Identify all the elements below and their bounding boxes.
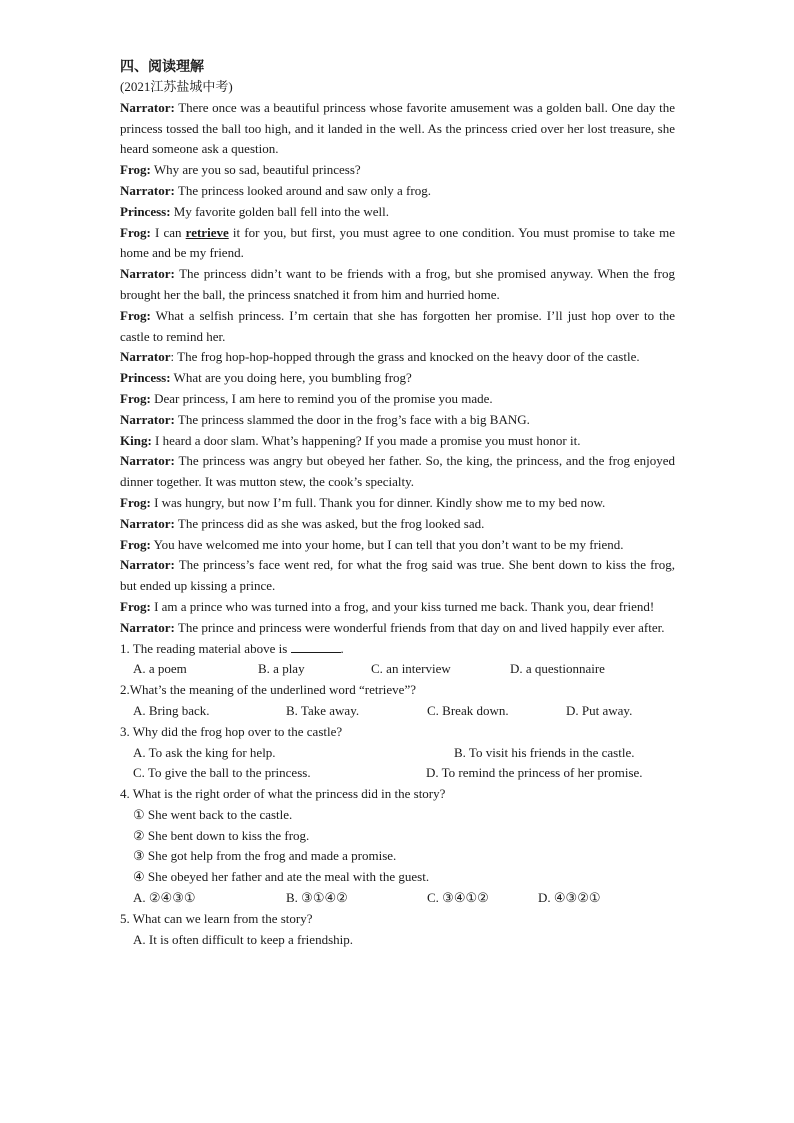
speaker-label: Narrator: <box>120 411 175 427</box>
line-text: I am a prince who was turned into a frog, and your kiss turned me back. Thank you, dear friend! <box>150 598 655 614</box>
option-c: C. an interview <box>371 661 451 677</box>
speaker-label: Frog: <box>120 390 151 406</box>
question-4-options <box>120 888 675 909</box>
dialogue-line <box>120 535 675 556</box>
speaker-label: Frog: <box>120 307 151 323</box>
dialogue-line <box>120 514 675 535</box>
dialogue-line <box>120 264 675 306</box>
event-item: ① She went back to the castle. <box>133 806 293 822</box>
question-1-stem <box>120 639 675 660</box>
line-text: The princess did as she was asked, but the frog looked sad. <box>174 515 485 531</box>
line-text: What a selfish princess. I’m certain that she has forgotten her promise. I’ll just hop over to the castle to remind her. <box>120 307 675 344</box>
line-text: : The frog hop-hop-hopped through the grass and knocked on the heavy door of the castle. <box>170 349 640 365</box>
line-text: You have welcomed me into your home, but I can tell that you don’t want to be my friend. <box>150 536 624 552</box>
option-a: A. ②④③① <box>133 890 196 906</box>
section-heading: 四、阅读理解 <box>120 59 204 75</box>
option-c: C. To give the ball to the princess. <box>133 765 311 781</box>
question-text-end: . <box>340 640 344 656</box>
dialogue-line <box>120 160 675 181</box>
question-3-options-row1 <box>120 743 675 764</box>
speaker-label: Narrator: <box>120 182 175 198</box>
questions <box>120 639 675 951</box>
speaker-label: King: <box>120 432 152 448</box>
option-d: D. Put away. <box>566 702 633 718</box>
question-5-stem: 5. What can we learn from the story? <box>120 910 313 926</box>
dialogue-line <box>120 347 675 368</box>
dialogue-line <box>120 597 675 618</box>
speaker-label: Princess: <box>120 203 171 219</box>
event-item: ② She bent down to kiss the frog. <box>133 827 310 843</box>
dialogue <box>120 98 675 639</box>
speaker-label: Narrator <box>120 349 171 365</box>
dialogue-line <box>120 181 675 202</box>
speaker-label: Princess: <box>120 370 171 386</box>
option-b: B. To visit his friends in the castle. <box>454 744 635 760</box>
option-b: B. a play <box>258 661 305 677</box>
line-text: I was hungry, but now I’m full. Thank you for dinner. Kindly show me to my bed now. <box>150 494 606 510</box>
line-text: it for you, but first, you must agree to one condition. You must promise to take me home and be my friend. <box>120 224 675 261</box>
dialogue-line <box>120 493 675 514</box>
option-d: D. ④③②① <box>538 890 601 906</box>
answer-blank <box>291 640 341 653</box>
question-4-stem: 4. What is the right order of what the princess did in the story? <box>120 786 446 802</box>
line-text: There once was a beautiful princess whose favorite amusement was a golden ball. One day the princess tossed the ball too high, and it landed in the well. As the princess cried over her lost treasure, she heard someone ask a question. <box>120 99 675 157</box>
option-b: B. ③①④② <box>286 890 348 906</box>
event-item: ③ She got help from the frog and made a promise. <box>133 848 397 864</box>
question-5-options <box>120 930 675 951</box>
line-text: Dear princess, I am here to remind you of the promise you made. <box>150 390 493 406</box>
speaker-label: Narrator: <box>120 99 175 115</box>
dialogue-line <box>120 306 675 348</box>
line-text: What are you doing here, you bumbling frog? <box>170 370 412 386</box>
line-text: My favorite golden ball fell into the well. <box>170 203 389 219</box>
dialogue-line <box>120 451 675 493</box>
speaker-label: Narrator: <box>120 266 175 282</box>
underlined-word: retrieve <box>185 224 229 240</box>
line-text: The princess was angry but obeyed her father. So, the king, the princess, and the frog enjoyed dinner together. It was mutton stew, the cook’s specialty. <box>120 453 675 490</box>
speaker-label: Frog: <box>120 162 151 178</box>
line-text: Why are you so sad, beautiful princess? <box>150 162 361 178</box>
line-text: The princess’s face went red, for what the frog said was true. She bent down to kiss the frog, but ended up kissing a prince. <box>120 557 675 594</box>
dialogue-line <box>120 202 675 223</box>
dialogue-line <box>120 223 675 265</box>
option-d: D. To remind the princess of her promise. <box>426 765 643 781</box>
speaker-label: Narrator: <box>120 619 175 635</box>
speaker-label: Frog: <box>120 536 151 552</box>
option-a: A. It is often difficult to keep a friendship. <box>133 931 353 947</box>
option-c: C. Break down. <box>427 702 509 718</box>
line-text: The princess didn’t want to be friends with a frog, but she promised anyway. When the frog brought her the ball, the princess snatched it from him and hurried home. <box>120 266 675 302</box>
line-text: I heard a door slam. What’s happening? If you made a promise you must honor it. <box>151 432 581 448</box>
line-text: The prince and princess were wonderful friends from that day on and lived happily ever after. <box>174 619 665 635</box>
dialogue-line <box>120 368 675 389</box>
speaker-label: Narrator: <box>120 453 175 469</box>
speaker-label: Narrator: <box>120 515 175 531</box>
question-2-options <box>120 701 675 722</box>
speaker-label: Frog: <box>120 598 151 614</box>
option-b: B. Take away. <box>286 702 360 718</box>
speaker-label: Frog: <box>120 224 151 240</box>
dialogue-line <box>120 389 675 410</box>
question-2-stem: 2.What’s the meaning of the underlined word “retrieve”? <box>120 682 416 698</box>
question-3-options-row2 <box>120 763 675 784</box>
dialogue-line <box>120 410 675 431</box>
line-text: The princess looked around and saw only a frog. <box>174 182 431 198</box>
document-content <box>120 57 675 950</box>
question-text: 1. The reading material above is <box>120 640 291 656</box>
dialogue-line <box>120 431 675 452</box>
question-1-options <box>120 659 675 680</box>
option-c: C. ③④①② <box>427 890 489 906</box>
question-3-stem: 3. Why did the frog hop over to the castle? <box>120 723 343 739</box>
dialogue-line <box>120 98 675 160</box>
speaker-label: Frog: <box>120 494 151 510</box>
dialogue-line <box>120 555 675 597</box>
line-text-pre: I can <box>150 224 186 240</box>
source-note: (2021江苏盐城中考) <box>120 79 233 94</box>
option-a: A. a poem <box>133 661 187 677</box>
dialogue-line <box>120 618 675 639</box>
option-a: A. To ask the king for help. <box>133 744 276 760</box>
event-item: ④ She obeyed her father and ate the meal with the guest. <box>133 869 430 885</box>
line-text: The princess slammed the door in the frog’s face with a big BANG. <box>174 411 530 427</box>
speaker-label: Narrator: <box>120 557 175 573</box>
option-d: D. a questionnaire <box>510 661 605 677</box>
option-a: A. Bring back. <box>133 702 210 718</box>
